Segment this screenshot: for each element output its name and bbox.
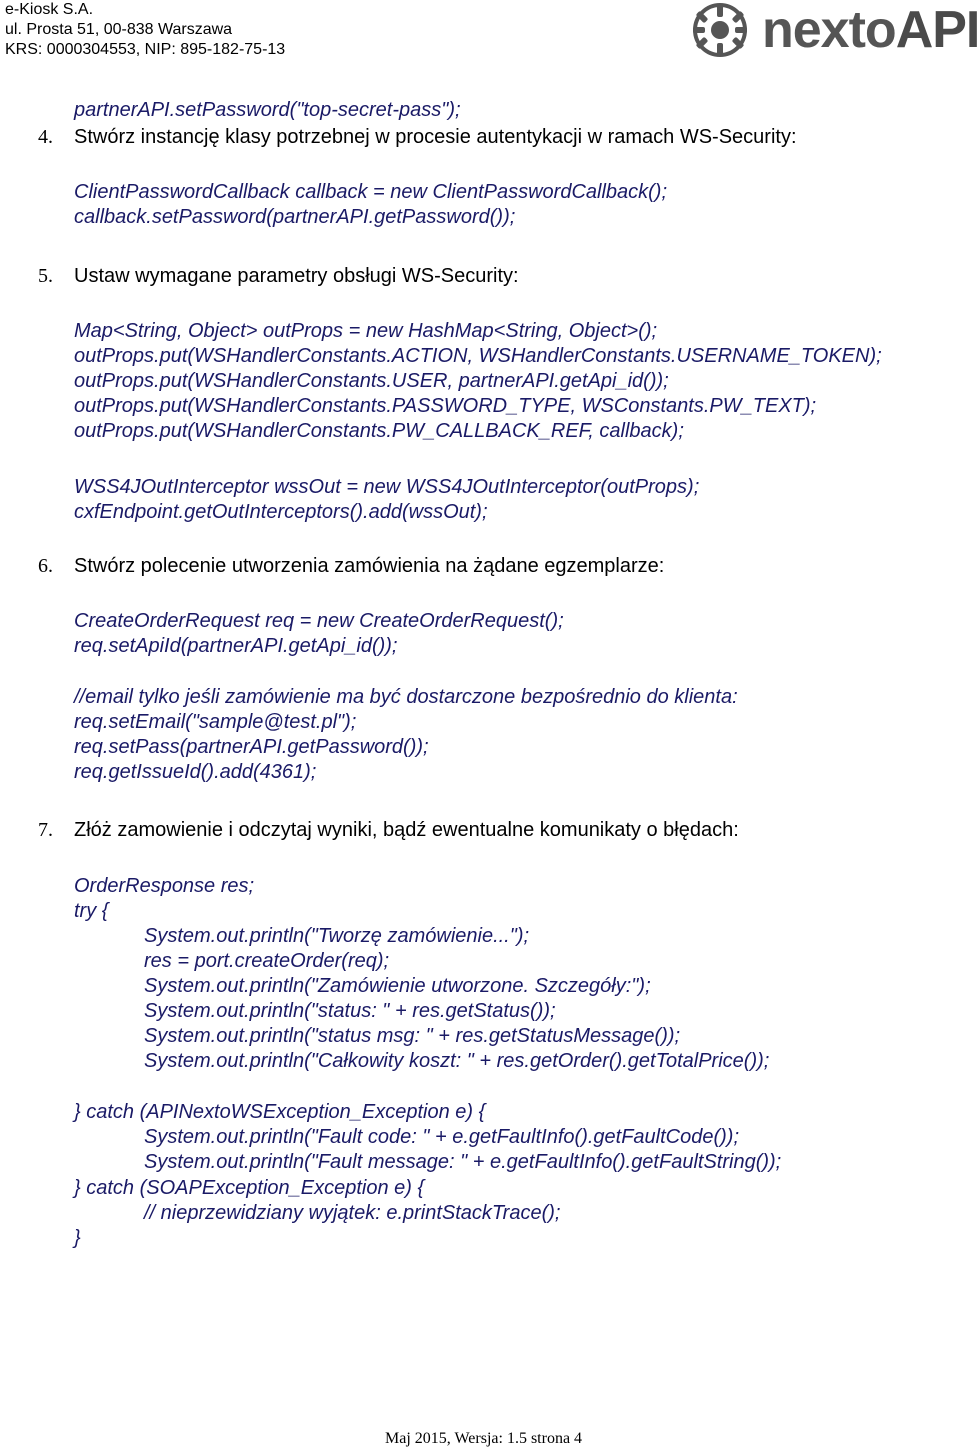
code-line: cxfEndpoint.getOutInterceptors().add(wssOut);: [74, 501, 488, 523]
step-4: [38, 125, 797, 150]
code-line: req.setPass(partnerAPI.getPassword());: [74, 736, 429, 758]
code-line: System.out.println("status: " + res.getStatus());: [144, 1000, 556, 1022]
step-7: [38, 818, 739, 843]
step-6: [38, 554, 664, 579]
code-line: System.out.println("Zamówienie utworzone. Szczegóły:");: [144, 975, 651, 997]
company-name: e-Kiosk S.A.: [5, 1, 94, 18]
code-line: req.setApiId(partnerAPI.getApi_id());: [74, 635, 398, 657]
code-line: outProps.put(WSHandlerConstants.PW_CALLBACK_REF, callback);: [74, 420, 684, 442]
company-address: ul. Prosta 51, 00-838 Warszawa: [5, 21, 233, 38]
code-line: OrderResponse res;: [74, 875, 255, 897]
step-number: 7.: [38, 819, 53, 841]
step-number: 6.: [38, 555, 53, 577]
code-line: System.out.println("status msg: " + res.getStatusMessage());: [144, 1025, 681, 1047]
page-footer: Maj 2015, Wersja: 1.5 strona 4: [385, 1430, 583, 1447]
step-number: 5.: [38, 265, 53, 287]
step-number: 4.: [38, 126, 53, 148]
code-line: CreateOrderRequest req = new CreateOrderRequest();: [74, 610, 564, 632]
code-line: outProps.put(WSHandlerConstants.USER, partnerAPI.getApi_id());: [74, 370, 669, 392]
code-line: res = port.createOrder(req);: [144, 950, 390, 972]
code-line: }: [74, 1227, 81, 1249]
company-header: [5, 0, 285, 60]
code-line: ClientPasswordCallback callback = new ClientPasswordCallback();: [74, 181, 668, 203]
code-line: System.out.println("Całkowity koszt: " + res.getOrder().getTotalPrice());: [144, 1050, 770, 1072]
code-line: System.out.println("Fault code: " + e.getFaultInfo().getFaultCode());: [144, 1126, 740, 1148]
code-line: outProps.put(WSHandlerConstants.PASSWORD_TYPE, WSConstants.PW_TEXT);: [74, 395, 817, 417]
code-line: req.getIssueId().add(4361);: [74, 761, 317, 783]
code-line: callback.setPassword(partnerAPI.getPassword());: [74, 206, 516, 228]
step-text: Ustaw wymagane parametry obsługi WS-Security:: [74, 265, 519, 287]
code-line: WSS4JOutInterceptor wssOut = new WSS4JOutInterceptor(outProps);: [74, 476, 700, 498]
code-comment-line: // nieprzewidziany wyjątek: e.printStackTrace();: [144, 1202, 561, 1224]
step-5: [38, 264, 519, 289]
code-line: outProps.put(WSHandlerConstants.ACTION, WSHandlerConstants.USERNAME_TOKEN);: [74, 345, 882, 367]
code-line: req.setEmail("sample@test.pl");: [74, 711, 357, 733]
code-line: System.out.println("Tworzę zamówienie...");: [144, 925, 530, 947]
code-line: try {: [74, 900, 109, 922]
code-line: System.out.println("Fault message: " + e.getFaultInfo().getFaultString());: [144, 1151, 782, 1173]
code-line: Map<String, Object> outProps = new HashMap<String, Object>();: [74, 320, 658, 342]
step-text: Stwórz instancję klasy potrzebnej w procesie autentykacji w ramach WS-Security:: [74, 126, 797, 148]
step-text: Stwórz polecenie utworzenia zamówienia na żądane egzemplarze:: [74, 555, 665, 577]
nextoapi-logo: [687, 1, 979, 59]
company-registry: KRS: 0000304553, NIP: 895-182-75-13: [5, 41, 286, 58]
code-comment-line: //email tylko jeśli zamówienie ma być dostarczone bezpośrednio do klienta:: [74, 686, 738, 708]
logo-text-api: API: [895, 1, 979, 59]
logo-wordmark: [762, 1, 979, 59]
nexto-logo-mark-icon: [687, 3, 753, 57]
code-line: partnerAPI.setPassword("top-secret-pass");: [74, 99, 461, 121]
code-line: } catch (APINextoWSException_Exception e) {: [74, 1101, 486, 1123]
logo-text-nexto: nexto: [762, 1, 896, 59]
step-text: Złóż zamowienie i odczytaj wyniki, bądź ewentualne komunikaty o błędach:: [74, 819, 739, 841]
code-line: } catch (SOAPException_Exception e) {: [74, 1177, 425, 1199]
